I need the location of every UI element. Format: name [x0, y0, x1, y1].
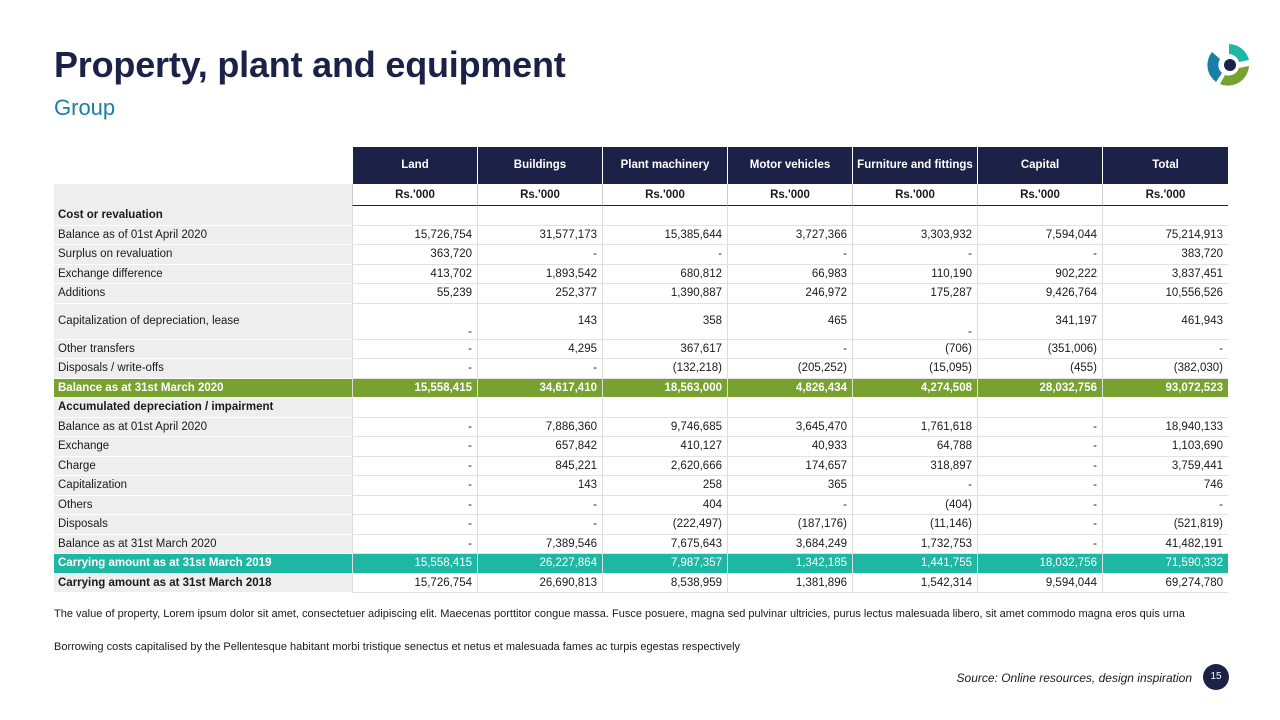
table-cell — [602, 398, 727, 418]
table-cell: 3,645,470 — [727, 418, 852, 438]
table-cell: 75,214,913 — [1102, 226, 1228, 246]
table-cell: 1,542,314 — [852, 574, 977, 594]
table-cell: - — [977, 476, 1102, 496]
table-cell: 1,381,896 — [727, 574, 852, 594]
table-cell: (521,819) — [1102, 515, 1228, 535]
table-cell: 40,933 — [727, 437, 852, 457]
table-cell: 26,690,813 — [477, 574, 602, 594]
table-cell: - — [352, 476, 477, 496]
table-cell: (222,497) — [602, 515, 727, 535]
table-cell — [1102, 398, 1228, 418]
table-cell: 1,103,690 — [1102, 437, 1228, 457]
table-cell: - — [727, 245, 852, 265]
table-cell: 18,940,133 — [1102, 418, 1228, 438]
table-cell: 2,620,666 — [602, 457, 727, 477]
table-cell: 8,538,959 — [602, 574, 727, 594]
table-cell: (15,095) — [852, 359, 977, 379]
column-header: Total — [1102, 147, 1228, 184]
table-cell: - — [477, 496, 602, 516]
table-cell: - — [352, 304, 477, 340]
table-cell: 18,563,000 — [602, 379, 727, 399]
table-cell: 1,761,618 — [852, 418, 977, 438]
table-cell: 9,746,685 — [602, 418, 727, 438]
table-cell: - — [977, 496, 1102, 516]
unit-cell: Rs.'000 — [977, 184, 1102, 206]
table-cell: - — [602, 245, 727, 265]
row-label: Disposals / write-offs — [54, 359, 352, 379]
table-cell: - — [852, 476, 977, 496]
table-cell: - — [352, 437, 477, 457]
table-cell: 252,377 — [477, 284, 602, 304]
table-cell: (205,252) — [727, 359, 852, 379]
table-cell: 341,197 — [977, 304, 1102, 340]
table-cell: (455) — [977, 359, 1102, 379]
footnote-1: The value of property, Lorem ipsum dolor sit amet, consectetuer adipiscing elit. Maecenas porttitor congue massa. Fusce posuere, magna sed pulvinar ultricies, purus lectus malesuada libero, sit amet commodo magna eros quis urna — [54, 608, 1185, 620]
page-title: Property, plant and equipment — [54, 44, 566, 85]
table-cell: 1,342,185 — [727, 554, 852, 574]
row-label: Exchange difference — [54, 265, 352, 285]
table-cell: (11,146) — [852, 515, 977, 535]
column-header-row — [54, 147, 1228, 184]
table-cell: 3,727,366 — [727, 226, 852, 246]
unit-cell: Rs.'000 — [727, 184, 852, 206]
unit-cell: Rs.'000 — [1102, 184, 1228, 206]
table-cell: 93,072,523 — [1102, 379, 1228, 399]
table-cell: 110,190 — [852, 265, 977, 285]
table-cell: 175,287 — [852, 284, 977, 304]
table-cell — [852, 206, 977, 226]
table-cell: - — [727, 340, 852, 360]
table-cell: 55,239 — [352, 284, 477, 304]
table-cell: 680,812 — [602, 265, 727, 285]
unit-cell: Rs.'000 — [852, 184, 977, 206]
table-cell — [352, 398, 477, 418]
table-cell: 174,657 — [727, 457, 852, 477]
table-cell: 1,893,542 — [477, 265, 602, 285]
table-body — [54, 206, 1228, 593]
table-cell: 69,274,780 — [1102, 574, 1228, 594]
table-cell: 657,842 — [477, 437, 602, 457]
table-cell: 15,558,415 — [352, 554, 477, 574]
table-cell: (351,006) — [977, 340, 1102, 360]
table-cell: - — [352, 515, 477, 535]
table-cell: 7,987,357 — [602, 554, 727, 574]
table-cell: - — [352, 359, 477, 379]
table-cell: (404) — [852, 496, 977, 516]
table-cell: 246,972 — [727, 284, 852, 304]
table-row — [54, 515, 1228, 535]
column-header: Capital — [977, 147, 1102, 184]
table-cell: 15,726,754 — [352, 226, 477, 246]
row-label: Balance as at 31st March 2020 — [54, 535, 352, 555]
table-cell: 143 — [477, 476, 602, 496]
unit-cell: Rs.'000 — [602, 184, 727, 206]
table-cell: 3,759,441 — [1102, 457, 1228, 477]
table-cell: 10,556,526 — [1102, 284, 1228, 304]
table-cell: 383,720 — [1102, 245, 1228, 265]
row-label: Balance as at 01st April 2020 — [54, 418, 352, 438]
table-cell: - — [977, 437, 1102, 457]
table-cell: 7,594,044 — [977, 226, 1102, 246]
table-cell: 3,837,451 — [1102, 265, 1228, 285]
table-row — [54, 206, 1228, 226]
table-cell: 26,227,864 — [477, 554, 602, 574]
column-header: Land — [352, 147, 477, 184]
table-row — [54, 284, 1228, 304]
table-cell: - — [727, 496, 852, 516]
ppe-table — [54, 147, 1228, 593]
table-cell: - — [352, 340, 477, 360]
row-label: Disposals — [54, 515, 352, 535]
column-header: Buildings — [477, 147, 602, 184]
table-cell: 902,222 — [977, 265, 1102, 285]
table-cell: - — [852, 245, 977, 265]
unit-cell: Rs.'000 — [352, 184, 477, 206]
table-cell: - — [977, 535, 1102, 555]
column-header: Furniture and fittings — [852, 147, 977, 184]
table-row — [54, 398, 1228, 418]
table-cell: 3,684,249 — [727, 535, 852, 555]
table-cell: - — [352, 457, 477, 477]
table-cell: (187,176) — [727, 515, 852, 535]
table-cell: - — [1102, 496, 1228, 516]
row-label: Carrying amount as at 31st March 2018 — [54, 574, 352, 594]
table-cell: 7,675,643 — [602, 535, 727, 555]
table-row — [54, 535, 1228, 555]
table-cell: - — [852, 304, 977, 340]
table-cell: - — [977, 418, 1102, 438]
table-cell: 7,389,546 — [477, 535, 602, 555]
page-subtitle: Group — [54, 95, 116, 120]
row-label: Capitalization — [54, 476, 352, 496]
row-label: Cost or revaluation — [54, 206, 352, 226]
row-label: Accumulated depreciation / impairment — [54, 398, 352, 418]
table-row — [54, 476, 1228, 496]
row-label: Additions — [54, 284, 352, 304]
table-cell: - — [477, 245, 602, 265]
row-label: Others — [54, 496, 352, 516]
table-cell: 143 — [477, 304, 602, 340]
table-cell: 465 — [727, 304, 852, 340]
table-row — [54, 359, 1228, 379]
table-row — [54, 418, 1228, 438]
table-row — [54, 226, 1228, 246]
table-cell: 845,221 — [477, 457, 602, 477]
table-cell: - — [977, 245, 1102, 265]
table-cell: 358 — [602, 304, 727, 340]
table-cell: 410,127 — [602, 437, 727, 457]
table-cell: (132,218) — [602, 359, 727, 379]
table-cell — [1102, 206, 1228, 226]
table-cell: 4,826,434 — [727, 379, 852, 399]
table-cell — [852, 398, 977, 418]
table-cell — [477, 206, 602, 226]
table-cell: 404 — [602, 496, 727, 516]
company-logo-icon — [1206, 42, 1252, 88]
table-row — [54, 574, 1228, 594]
table-cell — [602, 206, 727, 226]
table-cell — [727, 398, 852, 418]
table-cell: 318,897 — [852, 457, 977, 477]
column-header: Plant machinery — [602, 147, 727, 184]
table-cell: 64,788 — [852, 437, 977, 457]
table-cell: 34,617,410 — [477, 379, 602, 399]
table-cell: 9,426,764 — [977, 284, 1102, 304]
table-cell: 746 — [1102, 476, 1228, 496]
unit-cell: Rs.'000 — [477, 184, 602, 206]
row-label: Exchange — [54, 437, 352, 457]
table-row — [54, 340, 1228, 360]
header-blank-cell — [54, 147, 352, 184]
table-cell: 15,385,644 — [602, 226, 727, 246]
table-cell: (706) — [852, 340, 977, 360]
table-row — [54, 245, 1228, 265]
table-cell: 1,390,887 — [602, 284, 727, 304]
table-cell: 41,482,191 — [1102, 535, 1228, 555]
table-cell: - — [477, 359, 602, 379]
column-header: Motor vehicles — [727, 147, 852, 184]
units-row — [54, 184, 1228, 206]
table-cell — [727, 206, 852, 226]
row-label: Capitalization of depreciation, lease — [54, 304, 352, 340]
row-label: Carrying amount as at 31st March 2019 — [54, 554, 352, 574]
table-cell — [977, 206, 1102, 226]
table-row — [54, 554, 1228, 574]
table-cell: 9,594,044 — [977, 574, 1102, 594]
table-cell: (382,030) — [1102, 359, 1228, 379]
table-row — [54, 437, 1228, 457]
table-cell: - — [352, 418, 477, 438]
table-cell: 4,274,508 — [852, 379, 977, 399]
table-cell: 258 — [602, 476, 727, 496]
table-cell — [477, 398, 602, 418]
table-cell: 4,295 — [477, 340, 602, 360]
table-cell: - — [977, 515, 1102, 535]
table-cell: 413,702 — [352, 265, 477, 285]
table-cell: 66,983 — [727, 265, 852, 285]
table-cell: 363,720 — [352, 245, 477, 265]
table-cell: 3,303,932 — [852, 226, 977, 246]
table-cell: 18,032,756 — [977, 554, 1102, 574]
table-cell: 1,732,753 — [852, 535, 977, 555]
table-cell — [352, 206, 477, 226]
table-cell: - — [352, 496, 477, 516]
table-cell: 365 — [727, 476, 852, 496]
table-row — [54, 496, 1228, 516]
source-text: Source: Online resources, design inspiration — [956, 671, 1192, 685]
table-cell: - — [352, 535, 477, 555]
units-label-cell — [54, 184, 352, 206]
table-row — [54, 457, 1228, 477]
table-cell: 15,726,754 — [352, 574, 477, 594]
table-cell: 367,617 — [602, 340, 727, 360]
table-cell: - — [1102, 340, 1228, 360]
row-label: Surplus on revaluation — [54, 245, 352, 265]
row-label: Balance as of 01st April 2020 — [54, 226, 352, 246]
table-row — [54, 304, 1228, 340]
table-cell: 31,577,173 — [477, 226, 602, 246]
table-cell: 28,032,756 — [977, 379, 1102, 399]
page-number-badge: 15 — [1203, 664, 1229, 690]
table-row — [54, 265, 1228, 285]
table-cell — [977, 398, 1102, 418]
table-cell: 7,886,360 — [477, 418, 602, 438]
table-cell: 461,943 — [1102, 304, 1228, 340]
row-label: Charge — [54, 457, 352, 477]
table-cell: - — [977, 457, 1102, 477]
table-cell: 71,590,332 — [1102, 554, 1228, 574]
row-label: Other transfers — [54, 340, 352, 360]
row-label: Balance as at 31st March 2020 — [54, 379, 352, 399]
table-row — [54, 379, 1228, 399]
table-cell: 15,558,415 — [352, 379, 477, 399]
table-cell: - — [477, 515, 602, 535]
table-cell: 1,441,755 — [852, 554, 977, 574]
footnote-2: Borrowing costs capitalised by the Pellentesque habitant morbi tristique senectus et netus et malesuada fames ac turpis egestas respectively — [54, 641, 741, 653]
